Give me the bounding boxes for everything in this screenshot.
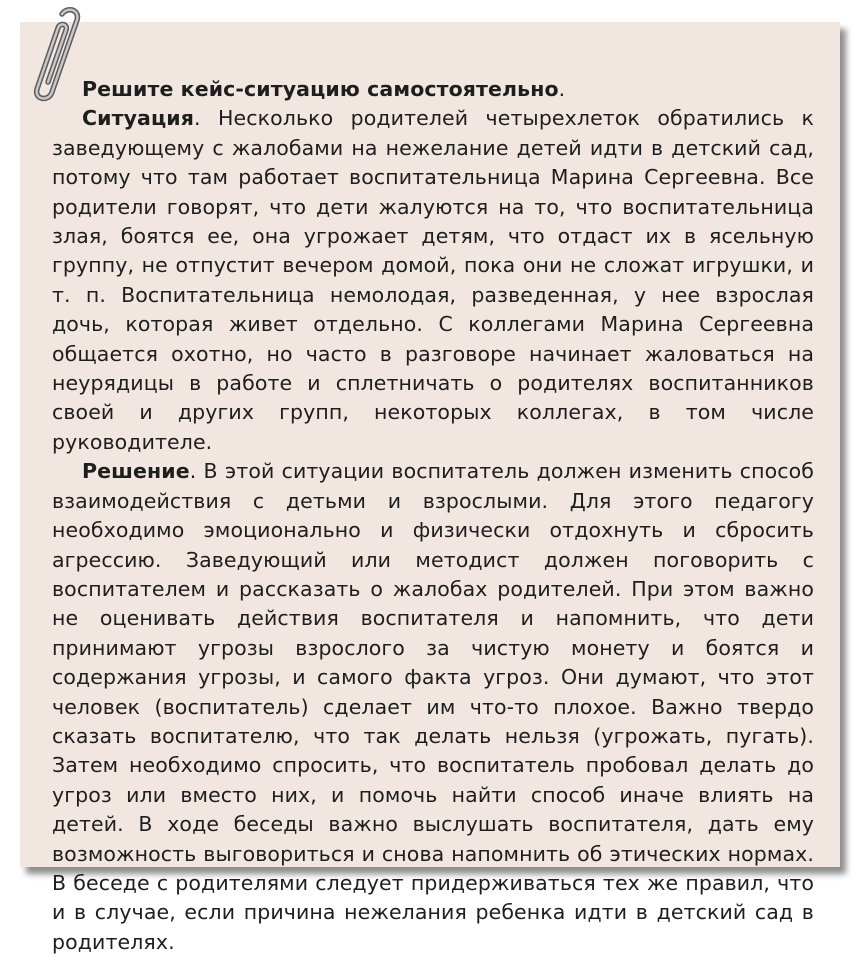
task-title-suffix: . [558, 77, 566, 101]
task-heading [52, 75, 814, 104]
situation-label-suffix: . [194, 106, 201, 131]
situation-label: Ситуация [82, 106, 195, 131]
solution-paragraph [52, 457, 814, 957]
solution-label-suffix: . [189, 459, 197, 484]
paperclip-icon [22, 0, 82, 110]
task-title: Решите кейс-ситуацию самостоятельно [82, 77, 559, 101]
situation-paragraph [52, 104, 814, 457]
solution-text: В этой ситуации воспитатель должен изменить способ взаимодействия с детьми и взрослыми. Для этого педагогу необходимо эмоционально и физически отдохнуть и сбросить агрессию. Заведующий или методист должен поговорить с воспитателем и рассказать о жалобах родителей. При этом важно не оценивать действия воспитателя и напомнить, что дети принимают угрозы взрослого за чистую монету и боятся и содержания угрозы, и самого факта угроз. Они думают, что этот человек (воспитатель) сделает им что-то плохое. Важно твердо сказать воспитателю, что так делать нельзя (угрожать, пугать). Затем необходимо спросить, что воспитатель пробовал делать до угроз или вместо них, и помочь найти способ иначе влиять на детей. В ходе беседы важно выслушать воспитателя, дать ему возможность выговориться и снова напомнить об этических нормах. В беседе с родителями следует придерживаться тех же правил, что и в случае, если причина нежелания ребенка идти в детский сад в родителях. [52, 459, 814, 954]
situation-text: Несколько родителей четырехлеток обратились к заведующему с жалобами на нежелание детей идти в детский сад, потому что там работает воспитательница Марина Сергеевна. Все родители говорят, что дети жалуются на то, что воспитательница злая, боятся ее, она угрожает детям, что отдаст их в ясельную группу, не отпустит вечером домой, пока они не сложат игрушки, и т. п. Воспитательница немолодая, разведенная, у нее взрослая дочь, которая живет отдельно. С коллегами Марина Сергеевна общается охотно, но часто в разговоре начинает жаловаться на неурядицы в работе и сплетничать о родителях воспитанников своей и других групп, некоторых коллегах, в том числе руководителе. [52, 106, 814, 454]
case-text [52, 75, 814, 957]
solution-label: Решение [82, 459, 190, 484]
